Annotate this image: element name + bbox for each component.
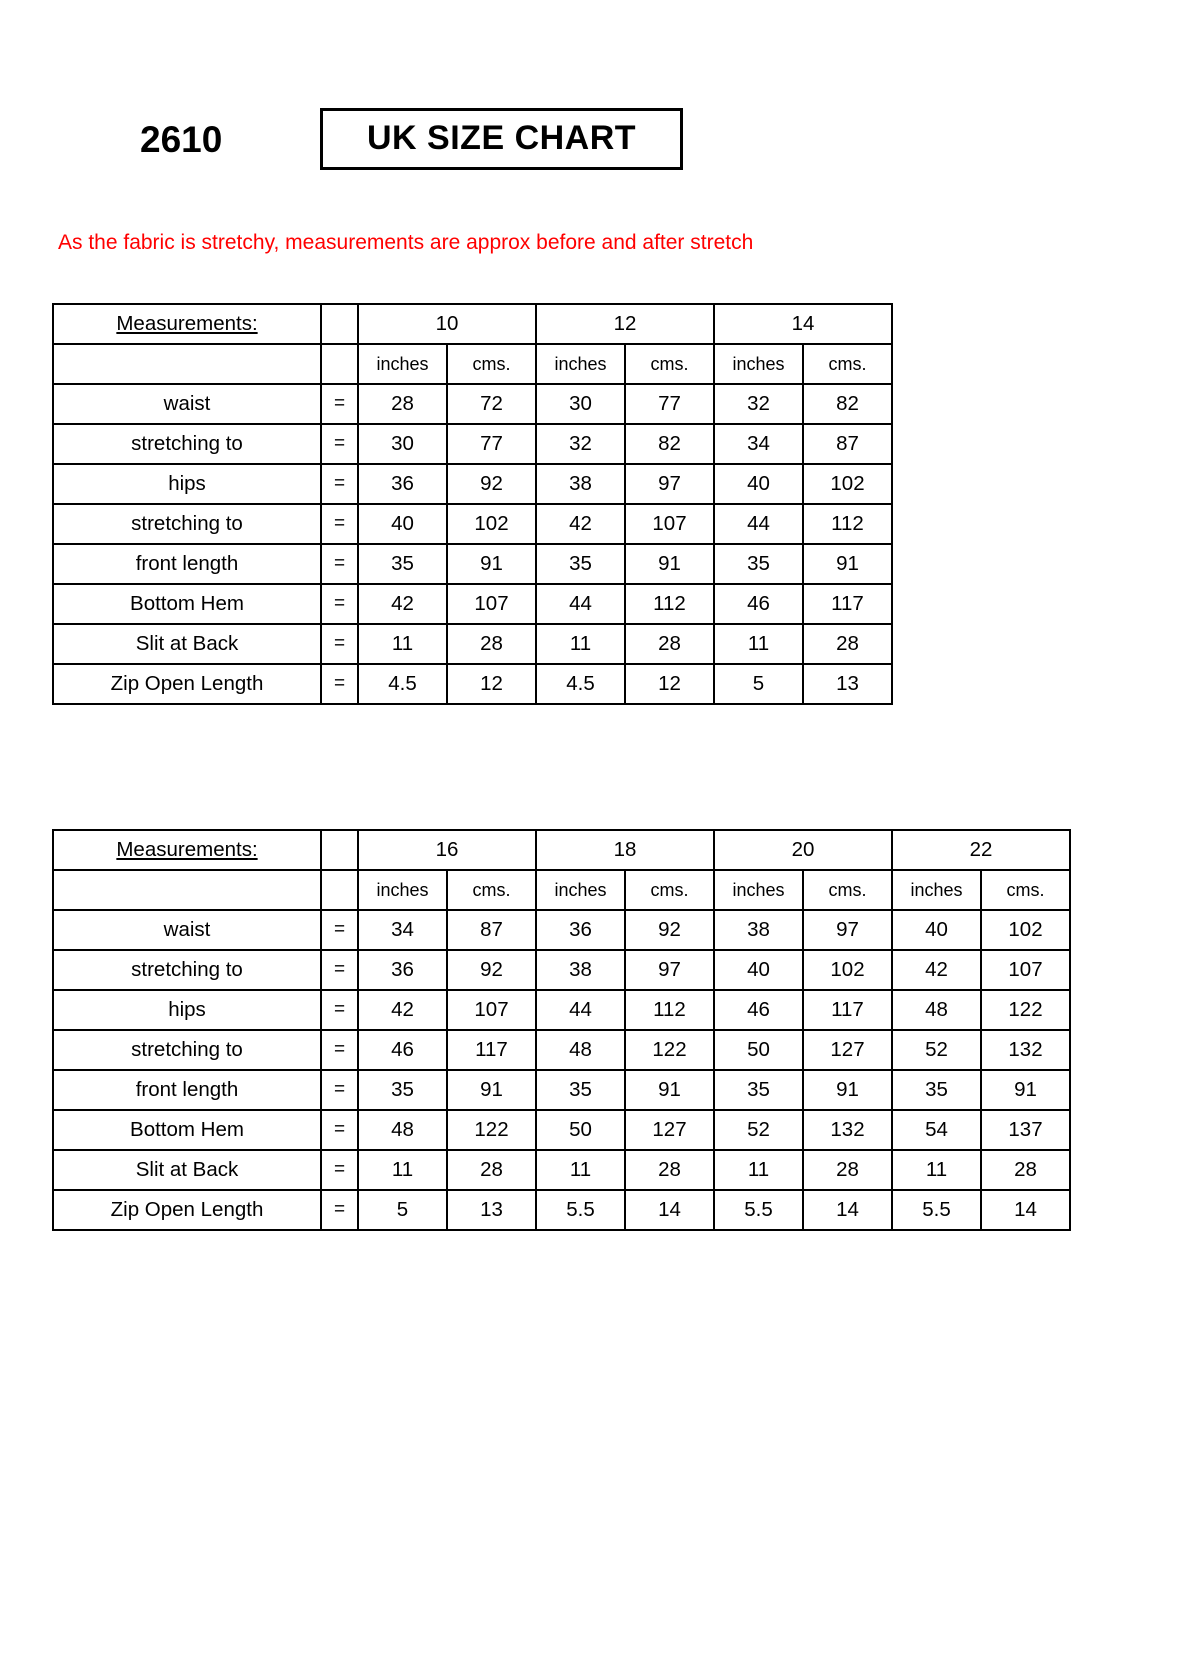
measurement-value: 50 [714, 1030, 803, 1070]
measurement-value: 44 [536, 584, 625, 624]
measurement-value: 35 [536, 1070, 625, 1110]
measurement-value: 40 [714, 950, 803, 990]
equals-cell: = [321, 910, 358, 950]
size-header: 20 [714, 830, 892, 870]
measurement-value: 4.5 [358, 664, 447, 704]
measurement-value: 112 [803, 504, 892, 544]
equals-cell: = [321, 1110, 358, 1150]
measurement-value: 46 [714, 990, 803, 1030]
unit-header: cms. [447, 870, 536, 910]
measurement-value: 40 [892, 910, 981, 950]
measurement-label: stretching to [53, 950, 321, 990]
table-row [53, 990, 1070, 1030]
measurement-value: 52 [892, 1030, 981, 1070]
measurement-value: 87 [447, 910, 536, 950]
measurement-value: 28 [625, 1150, 714, 1190]
measurement-value: 102 [447, 504, 536, 544]
measurement-value: 40 [714, 464, 803, 504]
measurement-value: 122 [625, 1030, 714, 1070]
measurement-label: Slit at Back [53, 624, 321, 664]
unit-header: inches [536, 870, 625, 910]
unit-header: cms. [803, 870, 892, 910]
table-row [53, 584, 892, 624]
measurement-value: 5.5 [714, 1190, 803, 1230]
measurement-label: stretching to [53, 1030, 321, 1070]
measurement-value: 12 [447, 664, 536, 704]
table-header-row [53, 304, 892, 344]
equals-cell: = [321, 624, 358, 664]
measurement-value: 35 [358, 544, 447, 584]
units-row-label-spacer [53, 344, 321, 384]
measurement-value: 14 [981, 1190, 1070, 1230]
equals-cell: = [321, 990, 358, 1030]
size-table-small [52, 303, 893, 705]
measurement-value: 42 [358, 990, 447, 1030]
measurement-value: 91 [625, 1070, 714, 1110]
equals-cell: = [321, 1150, 358, 1190]
measurement-value: 11 [358, 624, 447, 664]
measurement-label: hips [53, 990, 321, 1030]
measurement-label: front length [53, 544, 321, 584]
measurement-label: waist [53, 910, 321, 950]
measurement-value: 137 [981, 1110, 1070, 1150]
measurement-value: 34 [358, 910, 447, 950]
unit-header: inches [536, 344, 625, 384]
unit-header: cms. [803, 344, 892, 384]
stretch-note: As the fabric is stretchy, measurements are approx before and after stretch [58, 231, 754, 254]
measurement-value: 92 [447, 464, 536, 504]
table-row [53, 664, 892, 704]
measurement-value: 35 [892, 1070, 981, 1110]
size-header: 16 [358, 830, 536, 870]
equals-cell: = [321, 1070, 358, 1110]
measurement-value: 42 [892, 950, 981, 990]
measurement-value: 36 [536, 910, 625, 950]
measurement-value: 48 [358, 1110, 447, 1150]
measurement-value: 32 [714, 384, 803, 424]
measurement-value: 34 [714, 424, 803, 464]
measurement-label: hips [53, 464, 321, 504]
measurement-value: 132 [803, 1110, 892, 1150]
measurement-value: 13 [803, 664, 892, 704]
measurement-value: 54 [892, 1110, 981, 1150]
unit-header: inches [358, 870, 447, 910]
measurement-value: 117 [803, 584, 892, 624]
equals-cell: = [321, 664, 358, 704]
measurement-value: 107 [625, 504, 714, 544]
measurement-value: 50 [536, 1110, 625, 1150]
measurement-value: 107 [447, 584, 536, 624]
measurement-value: 92 [447, 950, 536, 990]
measurement-value: 112 [625, 584, 714, 624]
header-spacer [321, 830, 358, 870]
unit-header: cms. [625, 870, 714, 910]
title-box [320, 108, 683, 170]
measurement-value: 28 [447, 1150, 536, 1190]
measurement-value: 28 [447, 624, 536, 664]
measurement-value: 5 [358, 1190, 447, 1230]
measurement-value: 38 [714, 910, 803, 950]
table-header-row [53, 830, 1070, 870]
measurement-value: 52 [714, 1110, 803, 1150]
measurement-value: 40 [358, 504, 447, 544]
measurement-value: 14 [803, 1190, 892, 1230]
measurement-value: 36 [358, 464, 447, 504]
measurement-value: 14 [625, 1190, 714, 1230]
units-row [53, 344, 892, 384]
measurement-label: Zip Open Length [53, 1190, 321, 1230]
measurement-value: 107 [447, 990, 536, 1030]
unit-header: cms. [625, 344, 714, 384]
measurement-value: 35 [714, 544, 803, 584]
measurement-value: 30 [358, 424, 447, 464]
unit-header: inches [714, 344, 803, 384]
measurement-value: 11 [536, 624, 625, 664]
measurement-value: 112 [625, 990, 714, 1030]
measurement-value: 102 [803, 950, 892, 990]
equals-cell: = [321, 950, 358, 990]
measurement-value: 42 [358, 584, 447, 624]
measurement-value: 48 [892, 990, 981, 1030]
measurement-value: 97 [625, 950, 714, 990]
measurement-value: 35 [714, 1070, 803, 1110]
unit-header: cms. [447, 344, 536, 384]
measurements-header: Measurements: [53, 304, 321, 344]
measurement-value: 11 [536, 1150, 625, 1190]
table-row [53, 1190, 1070, 1230]
measurement-value: 107 [981, 950, 1070, 990]
measurement-value: 46 [714, 584, 803, 624]
unit-header: inches [358, 344, 447, 384]
measurement-label: stretching to [53, 504, 321, 544]
table-row [53, 950, 1070, 990]
measurement-value: 122 [447, 1110, 536, 1150]
measurement-value: 132 [981, 1030, 1070, 1070]
measurement-value: 102 [981, 910, 1070, 950]
measurement-value: 127 [803, 1030, 892, 1070]
measurement-value: 12 [625, 664, 714, 704]
measurement-value: 102 [803, 464, 892, 504]
table-row [53, 384, 892, 424]
equals-cell: = [321, 544, 358, 584]
equals-cell: = [321, 504, 358, 544]
measurement-value: 32 [536, 424, 625, 464]
measurement-value: 82 [625, 424, 714, 464]
measurement-value: 77 [447, 424, 536, 464]
unit-header: inches [892, 870, 981, 910]
unit-header: inches [714, 870, 803, 910]
units-row-label-spacer [53, 870, 321, 910]
measurement-value: 72 [447, 384, 536, 424]
measurement-value: 92 [625, 910, 714, 950]
unit-header: cms. [981, 870, 1070, 910]
measurement-value: 11 [714, 624, 803, 664]
measurement-value: 91 [447, 544, 536, 584]
measurement-value: 28 [625, 624, 714, 664]
table-row [53, 1150, 1070, 1190]
measurement-value: 5 [714, 664, 803, 704]
measurement-value: 11 [892, 1150, 981, 1190]
equals-cell: = [321, 384, 358, 424]
table-row [53, 910, 1070, 950]
style-code: 2610 [140, 118, 223, 160]
measurement-value: 13 [447, 1190, 536, 1230]
measurement-value: 46 [358, 1030, 447, 1070]
measurement-value: 5.5 [892, 1190, 981, 1230]
measurement-value: 30 [536, 384, 625, 424]
measurement-label: front length [53, 1070, 321, 1110]
measurement-value: 28 [803, 624, 892, 664]
document-header [140, 108, 683, 170]
measurement-value: 122 [981, 990, 1070, 1030]
measurement-value: 42 [536, 504, 625, 544]
measurement-value: 38 [536, 464, 625, 504]
table-row [53, 1070, 1070, 1110]
table-row [53, 544, 892, 584]
size-table-large [52, 829, 1071, 1231]
measurement-value: 28 [358, 384, 447, 424]
measurement-value: 28 [981, 1150, 1070, 1190]
measurement-value: 28 [803, 1150, 892, 1190]
units-row-eq-spacer [321, 344, 358, 384]
measurement-value: 11 [358, 1150, 447, 1190]
measurement-value: 44 [714, 504, 803, 544]
measurement-value: 4.5 [536, 664, 625, 704]
equals-cell: = [321, 1030, 358, 1070]
measurement-value: 35 [536, 544, 625, 584]
measurement-value: 97 [803, 910, 892, 950]
page-title: UK SIZE CHART [367, 119, 637, 157]
measurement-label: waist [53, 384, 321, 424]
equals-cell: = [321, 424, 358, 464]
table-row [53, 504, 892, 544]
size-header: 18 [536, 830, 714, 870]
measurement-value: 97 [625, 464, 714, 504]
equals-cell: = [321, 464, 358, 504]
measurement-label: Bottom Hem [53, 584, 321, 624]
measurement-value: 5.5 [536, 1190, 625, 1230]
measurements-header: Measurements: [53, 830, 321, 870]
size-header: 14 [714, 304, 892, 344]
header-spacer [321, 304, 358, 344]
measurement-value: 91 [447, 1070, 536, 1110]
measurement-value: 91 [803, 544, 892, 584]
units-row [53, 870, 1070, 910]
measurement-value: 117 [447, 1030, 536, 1070]
measurement-value: 127 [625, 1110, 714, 1150]
measurement-label: Zip Open Length [53, 664, 321, 704]
measurement-value: 11 [714, 1150, 803, 1190]
measurement-label: Bottom Hem [53, 1110, 321, 1150]
measurement-value: 91 [625, 544, 714, 584]
measurement-value: 44 [536, 990, 625, 1030]
measurement-value: 36 [358, 950, 447, 990]
measurement-value: 91 [803, 1070, 892, 1110]
measurement-value: 117 [803, 990, 892, 1030]
size-header: 22 [892, 830, 1070, 870]
measurement-value: 38 [536, 950, 625, 990]
table-row [53, 1110, 1070, 1150]
measurement-value: 35 [358, 1070, 447, 1110]
size-header: 10 [358, 304, 536, 344]
table-row [53, 464, 892, 504]
equals-cell: = [321, 584, 358, 624]
measurement-value: 82 [803, 384, 892, 424]
measurement-label: Slit at Back [53, 1150, 321, 1190]
measurement-value: 91 [981, 1070, 1070, 1110]
measurement-value: 48 [536, 1030, 625, 1070]
measurement-label: stretching to [53, 424, 321, 464]
table-row [53, 424, 892, 464]
size-header: 12 [536, 304, 714, 344]
equals-cell: = [321, 1190, 358, 1230]
units-row-eq-spacer [321, 870, 358, 910]
measurement-value: 87 [803, 424, 892, 464]
measurement-value: 77 [625, 384, 714, 424]
table-row [53, 1030, 1070, 1070]
table-row [53, 624, 892, 664]
